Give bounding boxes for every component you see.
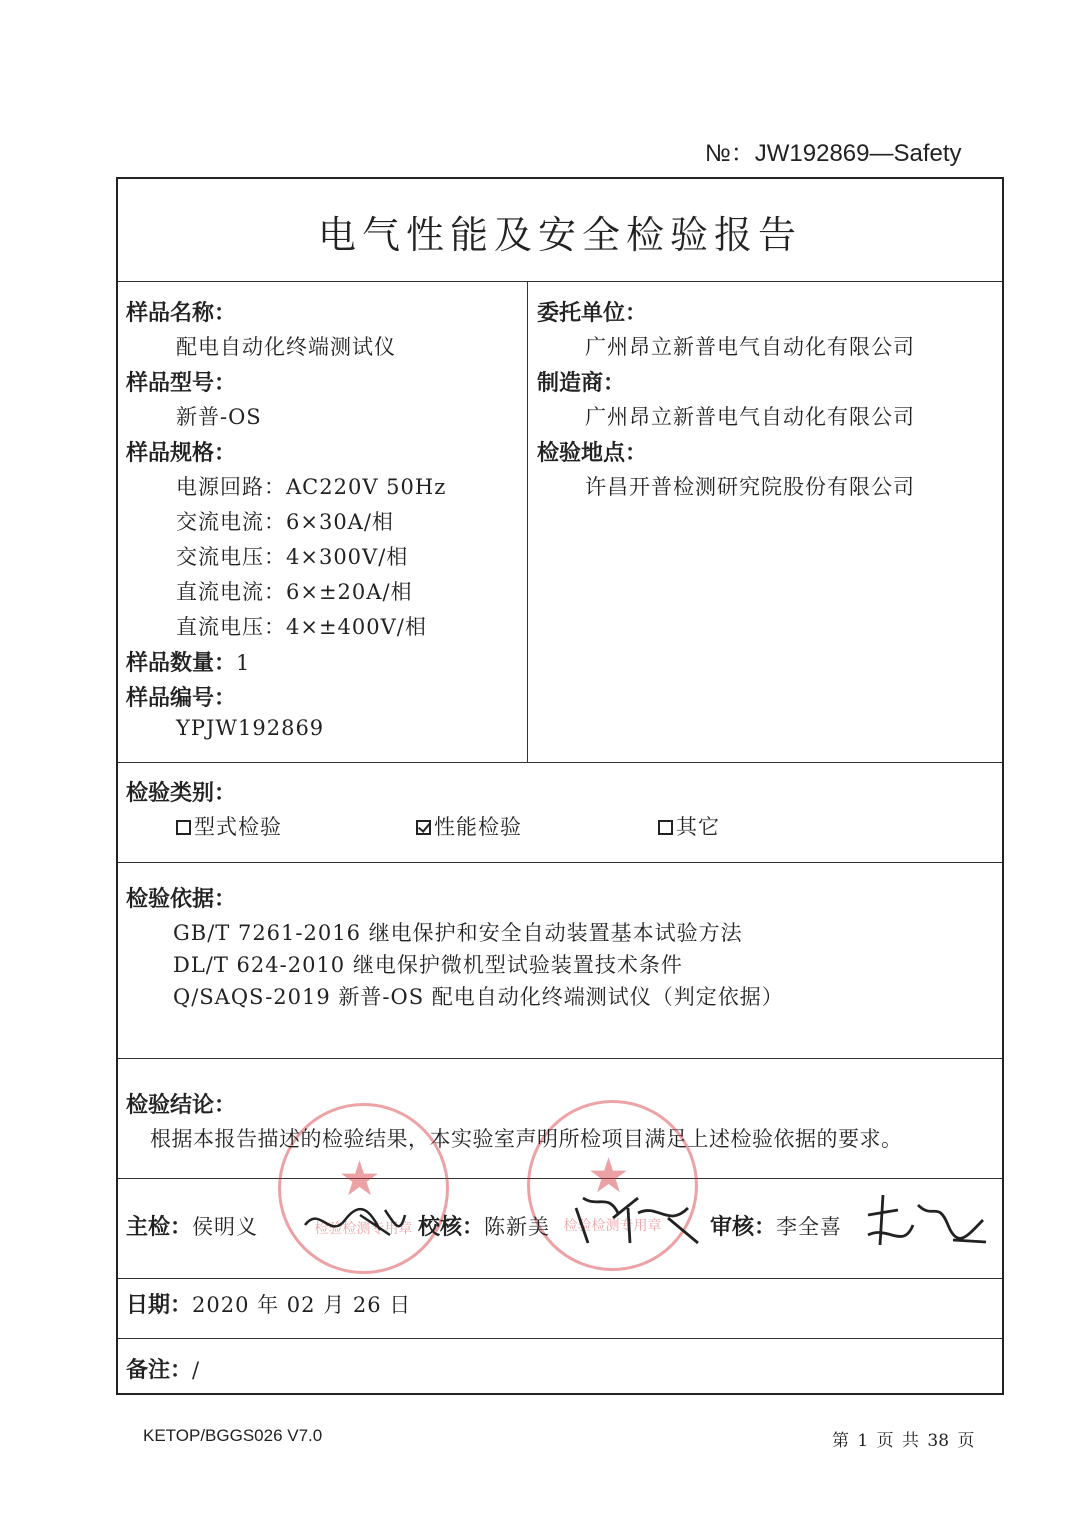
checkbox-performance-test (416, 820, 431, 835)
chief-inspector (126, 1210, 258, 1241)
basis-item: GB/T 7261-2016 继电保护和安全自动装置基本试验方法 (173, 921, 743, 945)
sample-qty-row (126, 646, 250, 677)
divider (118, 1338, 1002, 1339)
checkbox-other (658, 820, 673, 835)
sample-model-label: 样品型号： (126, 371, 237, 396)
category-option-label: 性能检验 (434, 815, 522, 839)
chief-name: 侯明义 (192, 1215, 259, 1239)
chief-label: 主检： (126, 1215, 193, 1240)
sample-qty-label: 样品数量： (126, 651, 237, 676)
basis-item: DL/T 624-2010 继电保护微机型试验装置技术条件 (173, 953, 683, 977)
entrust-unit: 广州昂立新普电气自动化有限公司 (585, 335, 915, 359)
conclusion-text: 根据本报告描述的检验结果，本实验室声明所检项目满足上述检验依据的要求。 (150, 1127, 903, 1151)
spec-ac-voltage: 交流电压：4×300V/相 (176, 545, 409, 569)
sample-model: 新普-OS (176, 405, 262, 429)
category-option-type (176, 811, 282, 841)
document-code: KETOP/BGGS026 V7.0 (143, 1426, 323, 1445)
spec-power: 电源回路：AC220V 50Hz (176, 475, 447, 499)
spec-ac-current: 交流电流：6×30A/相 (176, 510, 394, 534)
maker-label: 制造商： (537, 371, 626, 396)
spec-dc-voltage: 直流电压：4×±400V/相 (176, 615, 427, 639)
check-label: 校核： (418, 1215, 485, 1240)
sample-qty: 1 (236, 651, 251, 675)
star-icon: ★ (338, 1151, 382, 1207)
divider (118, 281, 1002, 282)
remark-value: / (192, 1358, 201, 1382)
category-option-performance (416, 811, 522, 841)
remark-row (126, 1353, 200, 1384)
category-option-label: 型式检验 (194, 815, 282, 839)
chief-signature (300, 1195, 410, 1255)
checker (418, 1210, 550, 1241)
review-label: 审核： (710, 1215, 777, 1240)
date-row (126, 1288, 411, 1319)
seal-text: 检验检测专用章 (314, 1221, 413, 1237)
reviewer-name: 李全喜 (776, 1215, 843, 1239)
entrust-label: 委托单位： (537, 301, 648, 326)
place-label: 检验地点： (537, 441, 648, 466)
report-number: №：JW192869—Safety (705, 140, 962, 167)
date-label: 日期： (126, 1293, 193, 1318)
remark-label: 备注： (126, 1358, 193, 1383)
category-option-other (658, 811, 720, 841)
category-label: 检验类别： (126, 781, 237, 806)
page-indicator: 第 1 页 共 38 页 (832, 1431, 975, 1451)
sample-name-label: 样品名称： (126, 301, 237, 326)
star-icon: ★ (587, 1148, 631, 1204)
basis-item: Q/SAQS-2019 新普-OS 配电自动化终端测试仪（判定依据） (173, 985, 784, 1009)
divider (118, 1278, 1002, 1279)
category-option-label: 其它 (676, 815, 720, 839)
divider (118, 862, 1002, 863)
sample-spec-label: 样品规格： (126, 441, 237, 466)
checker-signature (568, 1188, 708, 1253)
report-title: 电气性能及安全检验报告 (317, 213, 802, 257)
seal-text: 检验检测专用章 (563, 1218, 662, 1234)
spec-dc-current: 直流电流：6×±20A/相 (176, 580, 413, 604)
checkbox-type-test (176, 820, 191, 835)
maker: 广州昂立新普电气自动化有限公司 (585, 405, 915, 429)
reviewer-signature (858, 1190, 993, 1255)
divider (118, 1058, 1002, 1059)
conclusion-label: 检验结论： (126, 1093, 237, 1118)
checker-name: 陈新美 (484, 1215, 551, 1239)
reviewer (710, 1210, 842, 1241)
basis-label: 检验依据： (126, 887, 237, 912)
sample-name: 配电自动化终端测试仪 (176, 335, 396, 359)
sample-serial: YPJW192869 (176, 716, 325, 740)
test-place: 许昌开普检测研究院股份有限公司 (585, 475, 915, 499)
sample-serial-label: 样品编号： (126, 686, 237, 711)
column-divider (527, 281, 528, 762)
date-value: 2020 年 02 月 26 日 (192, 1293, 412, 1317)
divider (118, 762, 1002, 763)
